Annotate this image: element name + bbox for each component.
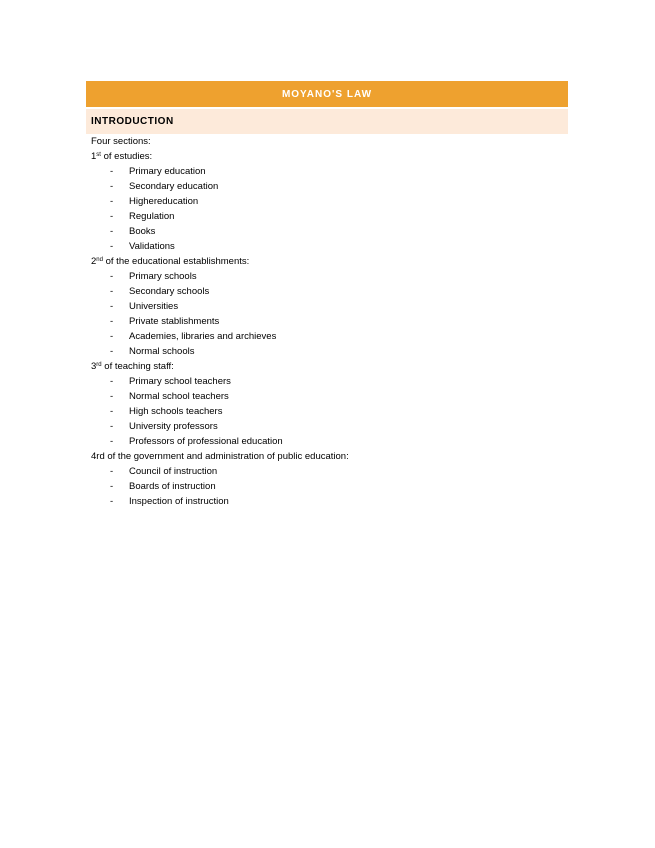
bullet-dash: - (110, 241, 114, 252)
bullet-dash: - (110, 196, 114, 207)
list-item-text: Inspection of instruction (129, 496, 229, 507)
list-item (91, 239, 561, 254)
section-header-bar (86, 109, 568, 134)
list-item-text: Academies, libraries and archieves (129, 331, 277, 342)
section-heading (91, 149, 561, 164)
list-item (91, 329, 561, 344)
ordinal-suffix: rd (96, 362, 102, 368)
list-item-text: Primary schools (129, 271, 197, 282)
list-item (91, 194, 561, 209)
list-item-text: Normal schools (129, 346, 195, 357)
list-item-text: Boards of instruction (129, 481, 216, 492)
list-item-text: Primary school teachers (129, 376, 231, 387)
list-item-text: Secondary schools (129, 286, 210, 297)
intro-text: Four sections: (91, 136, 151, 147)
bullet-dash: - (110, 166, 114, 177)
list-item (91, 209, 561, 224)
bullet-dash: - (110, 406, 114, 417)
list-item-text: Regulation (129, 211, 175, 222)
bullet-dash: - (110, 466, 114, 477)
bullet-dash: - (110, 391, 114, 402)
bullet-dash: - (110, 301, 114, 312)
section-title: INTRODUCTION (91, 116, 174, 127)
list-item (91, 179, 561, 194)
list-item-text: Normal school teachers (129, 391, 229, 402)
list-item-text: Validations (129, 241, 175, 252)
section-heading-text: of the educational establishments: (102, 256, 250, 267)
bullet-dash: - (110, 211, 114, 222)
section-heading-text: of estudies: (100, 151, 153, 162)
list-item (91, 314, 561, 329)
list-item-text: Private stablishments (129, 316, 220, 327)
list-item-text: Books (129, 226, 156, 237)
section-number: 1 (91, 151, 97, 162)
document-title-bar (86, 81, 568, 107)
bullet-dash: - (110, 496, 114, 507)
list-item-text: Primary education (129, 166, 206, 177)
list-item (91, 344, 561, 359)
section-number: 2 (91, 256, 97, 267)
list-item-text: Council of instruction (129, 466, 218, 477)
section-heading (91, 254, 561, 269)
list-item-text: High schools teachers (129, 406, 223, 417)
ordinal-suffix: nd (96, 257, 103, 263)
list-item (91, 419, 561, 434)
list-item (91, 404, 561, 419)
list-item-text: Secondary education (129, 181, 219, 192)
section-heading-text: of teaching staff: (101, 361, 174, 372)
bullet-dash: - (110, 316, 114, 327)
list-item (91, 464, 561, 479)
bullet-dash: - (110, 286, 114, 297)
list-item (91, 269, 561, 284)
bullet-dash: - (110, 331, 114, 342)
list-item (91, 434, 561, 449)
bullet-dash: - (110, 226, 114, 237)
bullet-dash: - (110, 346, 114, 357)
section-number: 4rd of the government and administration of public education: (91, 451, 349, 462)
document-body (91, 134, 561, 509)
bullet-dash: - (110, 271, 114, 282)
ordinal-suffix: st (96, 152, 101, 158)
list-item-text: Universities (129, 301, 179, 312)
bullet-dash: - (110, 376, 114, 387)
list-item-text: Highereducation (129, 196, 199, 207)
section-heading (91, 359, 561, 374)
list-item (91, 284, 561, 299)
list-item-text: University professors (129, 421, 218, 432)
bullet-dash: - (110, 181, 114, 192)
sections-list (91, 149, 561, 509)
bullet-dash: - (110, 481, 114, 492)
bullet-dash: - (110, 421, 114, 432)
list-item (91, 494, 561, 509)
bullet-dash: - (110, 436, 114, 447)
section-number: 3 (91, 361, 97, 372)
list-item (91, 374, 561, 389)
section-heading (91, 449, 561, 464)
list-item (91, 164, 561, 179)
list-item (91, 479, 561, 494)
list-item (91, 389, 561, 404)
list-item (91, 224, 561, 239)
list-item (91, 299, 561, 314)
list-item-text: Professors of professional education (129, 436, 283, 447)
document-title: MOYANO'S LAW (281, 88, 373, 100)
